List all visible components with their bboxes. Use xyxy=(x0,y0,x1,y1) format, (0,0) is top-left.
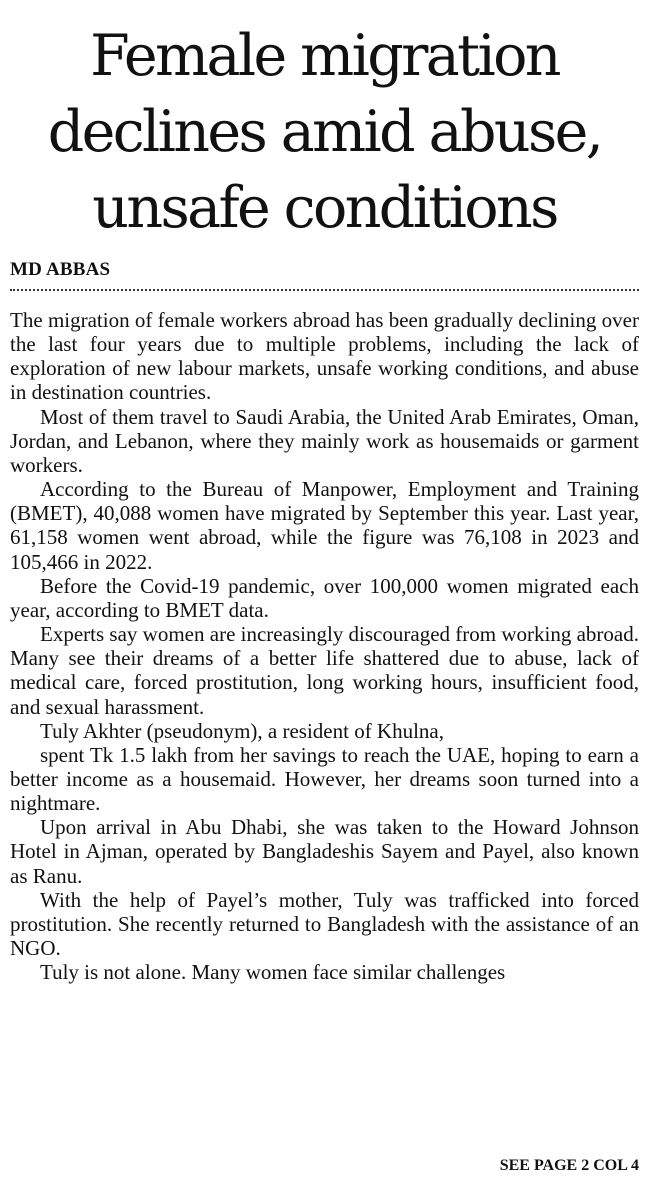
headline-line-2: declines amid abuse, xyxy=(47,99,602,165)
paragraph-7: spent Tk 1.5 lakh from her savings to reach the UAE, hoping to earn a better income as a housemaid. However, her dreams soon turned into a nightmare. xyxy=(10,742,639,816)
paragraph-8: Upon arrival in Abu Dhabi, she was taken to the Howard Johnson Hotel in Ajman, operated by Bangladeshis Sayem and Payel, also known as Ranu. xyxy=(10,815,639,888)
headline xyxy=(10,0,639,246)
paragraph-1: The migration of female workers abroad has been gradually declining over the last four years due to multiple problems, including the lack of exploration of new labour markets, unsafe working conditions, and abuse in destination countries. xyxy=(10,308,639,405)
byline: MD ABBAS xyxy=(10,259,111,280)
paragraph-5: Experts say women are increasingly discouraged from working abroad. Many see their dreams of a better life shattered due to abuse, lack of medical care, forced prostitution, long working hours, insufficient food, and sexual harassment. xyxy=(10,622,639,719)
paragraph-6: Tuly Akhter (pseudonym), a resident of Khulna, xyxy=(40,718,445,743)
paragraph-2: Most of them travel to Saudi Arabia, the United Arab Emirates, Oman, Jordan, and Lebanon, where they mainly work as housemaids or garment workers. xyxy=(10,404,639,477)
article-body xyxy=(10,308,639,984)
dotted-divider xyxy=(10,289,639,291)
paragraph-10: Tuly is not alone. Many women face similar challenges xyxy=(40,960,506,985)
paragraph-9: With the help of Payel’s mother, Tuly was trafficked into forced prostitution. She recently returned to Bangladesh with the assistance of an NGO. xyxy=(10,887,639,961)
paragraph-3: According to the Bureau of Manpower, Employment and Training (BMET), 40,088 women have migrated by September this year. Last year, 61,158 women went abroad, while the figure was 76,108 in 2023 and 105,466 in 2022. xyxy=(10,477,639,574)
headline-line-1: Female migration xyxy=(90,23,559,89)
headline-line-3: unsafe conditions xyxy=(92,175,557,241)
paragraph-4: Before the Covid-19 pandemic, over 100,000 women migrated each year, according to BMET data. xyxy=(10,573,639,622)
continued-on-page-label: SEE PAGE 2 COL 4 xyxy=(499,1157,639,1174)
